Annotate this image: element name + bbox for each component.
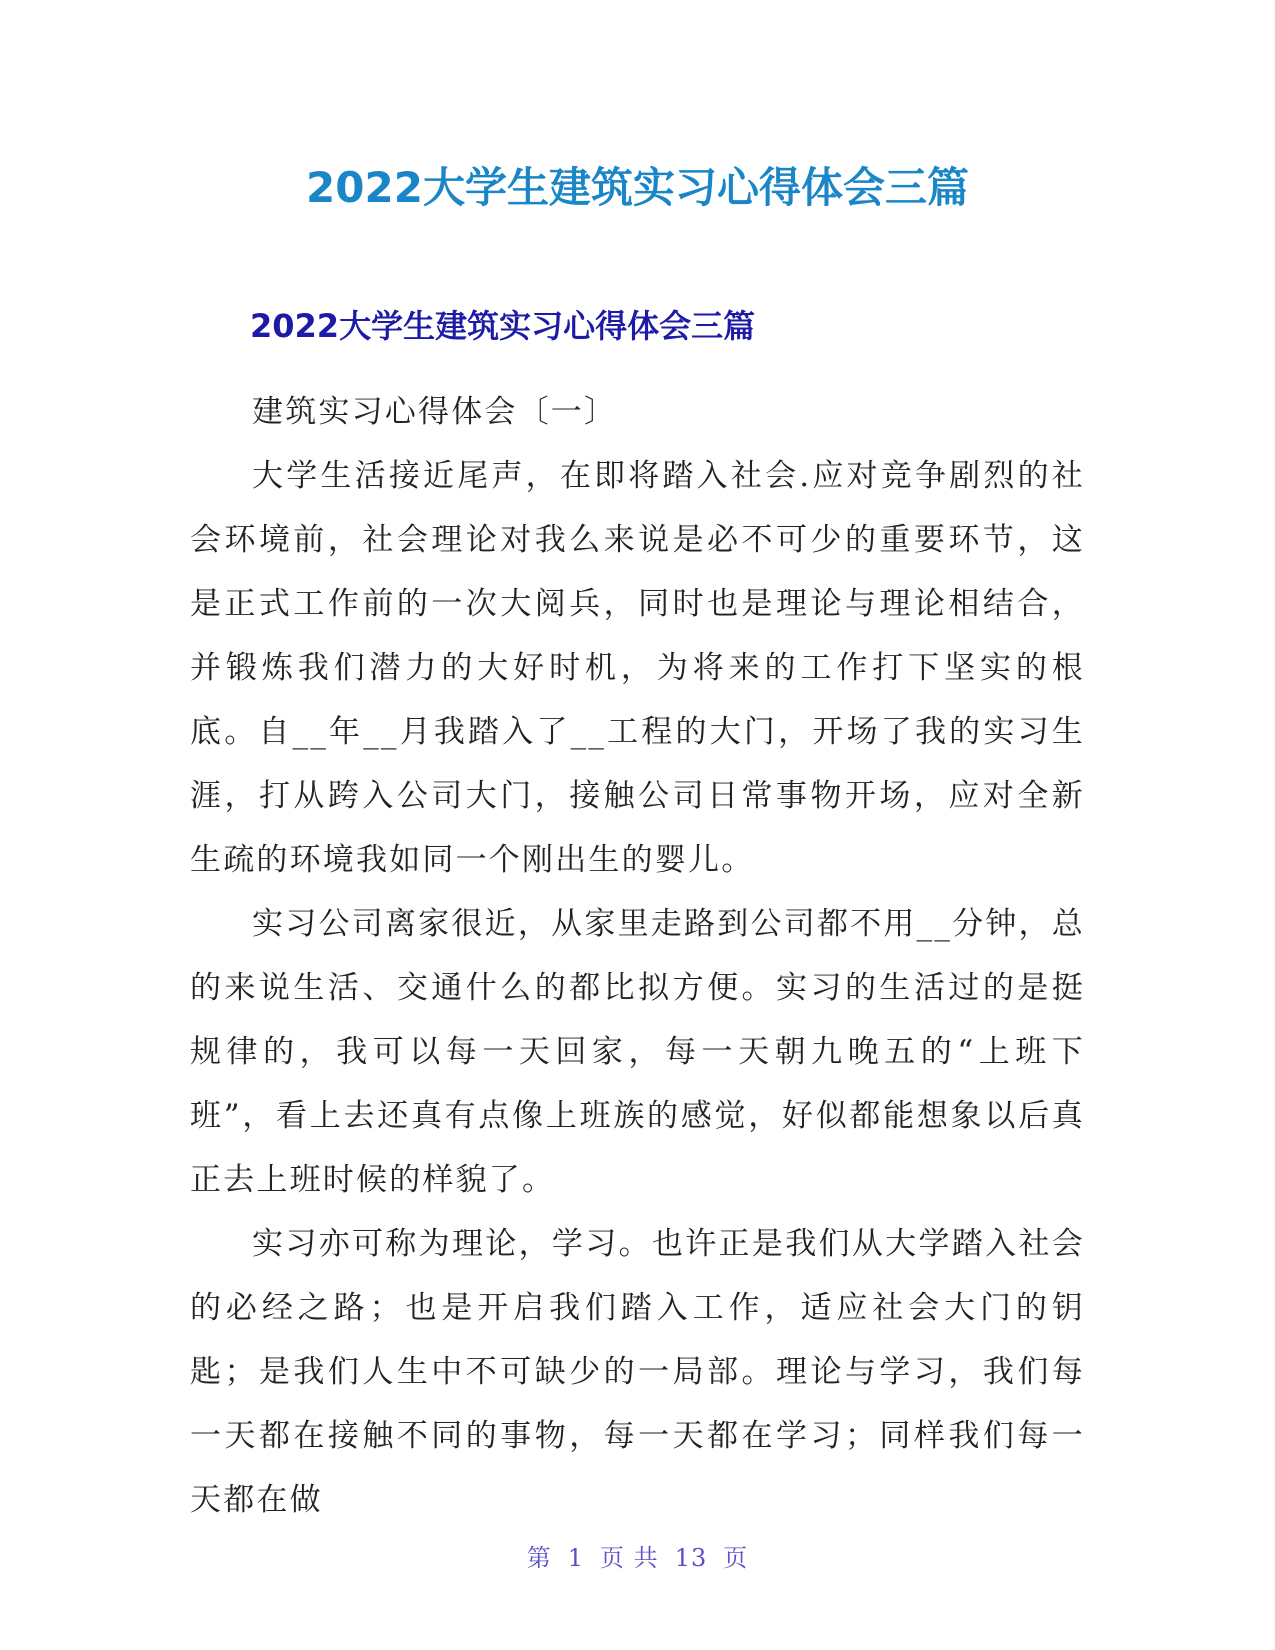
footer-prefix: 第 [526,1544,552,1572]
footer-mid: 页 共 [600,1544,659,1572]
section-heading: 建筑实习心得体会〔一〕 [252,394,618,430]
paragraph-3: 实习亦可称为理论，学习。也许正是我们从大学踏入社会的必经之路；也是开启我们踏入工作，适应社会大门的钥匙；是我们人生中不可缺少的一局部。理论与学习，我们每一天都在接触不同的事物，每一天都在学习；同样我们每一天都在做 [190,1226,1085,1518]
footer-current-page: 1 [567,1544,585,1572]
document-title: 2022大学生建筑实习心得体会三篇 [306,163,969,212]
page-footer [0,1542,1275,1574]
document-body [190,380,1085,1532]
document-subtitle: 2022大学生建筑实习心得体会三篇 [250,307,756,345]
footer-suffix: 页 [723,1544,749,1572]
paragraph-1: 大学生活接近尾声，在即将踏入社会.应对竞争剧烈的社会环境前，社会理论对我么来说是必不可少的重要环节，这是正式工作前的一次大阅兵，同时也是理论与理论相结合，并锻炼我们潜力的大好时机，为将来的工作打下坚实的根底。自__年__月我踏入了__工程的大门，开场了我的实习生涯，打从跨入公司大门，接触公司日常事物开场，应对全新生疏的环境我如同一个刚出生的婴儿。 [190,458,1085,878]
paragraph-2: 实习公司离家很近，从家里走路到公司都不用__分钟，总的来说生活、交通什么的都比拟方便。实习的生活过的是挺规律的，我可以每一天回家，每一天朝九晚五的“上班下班”，看上去还真有点像上班族的感觉，好似都能想象以后真正去上班时候的样貌了。 [190,906,1085,1198]
footer-total-pages: 13 [674,1544,708,1572]
